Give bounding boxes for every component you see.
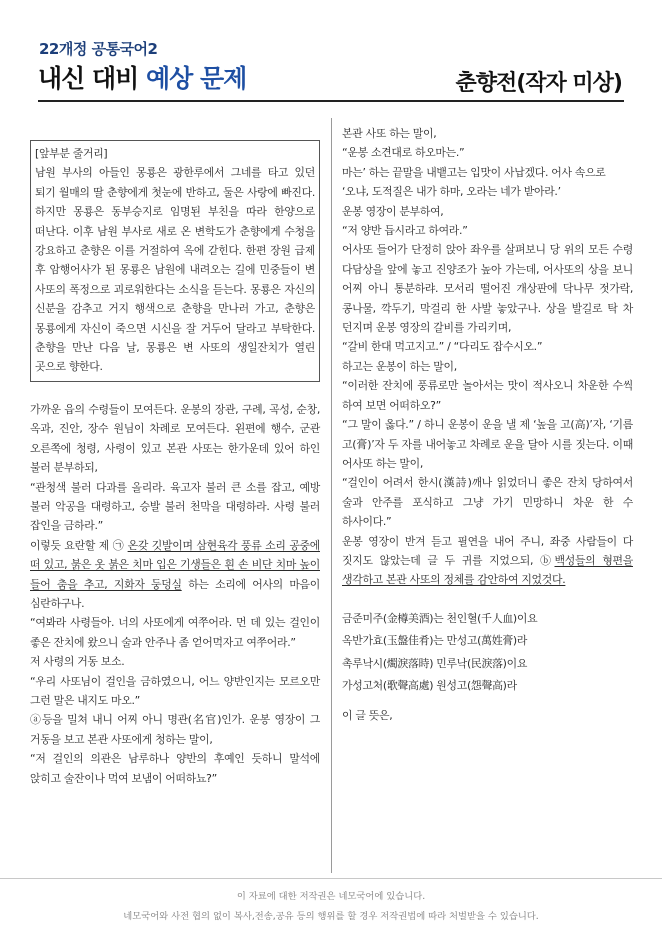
underlined-passage-a: 온갖 깃발이며 삼현육각 풍류 소리 공중에 떠 있고, 붉은 옷 붉은 치마 입은 기생들은 흰 손 비단 치마 높이 들어 춤을 추고, 지화자 둥덩실 — [30, 538, 320, 591]
summary-text: 남원 부사의 아들인 몽룡은 광한루에서 그네를 타고 있던 퇴기 월매의 딸 춘향에게 첫눈에 반하고, 둘은 사랑에 빠진다. 하지만 몽룡은 동부승지로 임명된 부친을 따라 한양으로 떠난다. 이후 남원 부사로 새로 온 변학도가 춘향에게 수청을 강요하고 춘향은 이를 거절하여 옥에 갇힌다. 한편 장원 급제 후 암행어사가 된 몽룡은 남원에 내려오는 길에 민중들이 변 사또의 폭정으로 괴로워한다는 소식을 듣는다. 몽룡은 자신의 신분을 감추고 거지 행색으로 춘향을 만나러 가고, 춘향은 몽룡에게 자신이 죽으면 시신을 잘 거두어 달라고 부탁한다. 춘향을 만난 다음 날, 몽룡은 변 사또의 생일잔치가 열린 곳으로 향한다. — [35, 166, 315, 374]
left-para-5: 저 사령의 거동 보소. — [30, 655, 125, 669]
left-para-3 — [30, 536, 320, 614]
page-title — [38, 59, 246, 95]
right-column — [342, 124, 633, 726]
left-column — [30, 140, 320, 788]
right-para-11: “그 말이 옳다.” / 하니 운봉이 운을 낼 제 ‘높을 고(高)’자, ‘기름 고(膏)’자 두 자를 내어놓고 차례로 운을 달아 시를 짓는다. 이때 어사또 하는 말이, — [342, 418, 633, 470]
poem-line: 가성고처(歌聲高處) 원성고(怨聲高)라 — [342, 678, 517, 692]
right-para-9: 하고는 운봉이 하는 말이, — [342, 359, 457, 373]
right-para-4: ‘오냐, 도적질은 내가 하마, 오라는 네가 받아라.’ — [342, 185, 561, 199]
right-para-1: 본관 사또 하는 말이, — [342, 127, 437, 140]
poem-line: 촉루낙시(燭淚落時) 민루낙(民淚落)이요 — [342, 656, 528, 670]
right-para-14: 이 글 뜻은, — [342, 709, 393, 723]
poem-line: 금준미주(金樽美酒)는 천인혈(千人血)이요 — [342, 611, 538, 625]
left-para-7: ⓐ등을 밀쳐 내니 어찌 아니 명관(名官)인가. 운봉 영장이 그 거동을 보고 본관 사또에게 청하는 말이, — [30, 713, 320, 746]
poem-line: 옥반가효(玉盤佳肴)는 만성고(萬姓膏)라 — [342, 634, 528, 648]
right-para-7: 어사또 들어가 단정히 앉아 좌우를 살펴보니 당 위의 모든 수령 다담상을 앞에 놓고 진양조가 높아 가는데, 어사또의 상을 보니 어찌 아니 통분하랴. 모서리 떨어진 개상판에 닥나무 젓가락, 콩나물, 깍두기, 막걸리 한 사발 놓았구나. 상을 발길로 탁 차 던지며 운봉 영장의 갈비를 가리키며, — [342, 243, 633, 335]
left-para-2: “관청색 불러 다과를 올리라. 육고자 불러 큰 소를 잡고, 예방 불러 악공을 대령하고, 승발 불러 천막을 대령하라. 사령 불러 잡인을 금하라.” — [30, 480, 320, 533]
footer-divider — [0, 878, 662, 879]
left-para-1: 가까운 읍의 수령들이 모여든다. 운봉의 장관, 구례, 곡성, 순창, 옥과, 진안, 장수 원님이 차례로 모여든다. 왼편에 행수, 군관 오른쪽에 청령, 사령이 있고 본관 사또는 한가운데 있어 하인 불러 분부하되, — [30, 402, 320, 475]
left-para-6: “우리 사또님이 걸인을 금하였으니, 어느 양반인지는 모르오만 그런 말은 내지도 마오.” — [30, 674, 320, 707]
series-label: 22개정 공통국어2 — [39, 40, 158, 58]
header-divider — [38, 100, 624, 102]
left-para-4: “여봐라 사령들아. 너의 사또에게 여쭈어라. 먼 데 있는 걸인이 좋은 잔치에 왔으니 술과 안주나 좀 얻어먹자고 여쭈어라.” — [30, 616, 320, 649]
right-para-6: “저 양반 듭시라고 하여라.” — [342, 224, 468, 238]
summary-label: [앞부분 줄거리] — [35, 147, 108, 160]
copyright-notice: 이 자료에 대한 저작권은 네모국어에 있습니다. — [236, 891, 426, 902]
right-para-13-pre: 운봉 영장이 반겨 듣고 필연을 내어 주니, 좌중 사람들이 다 짓지도 않았는데 글 두 귀를 지었으되, ⓑ — [342, 534, 633, 567]
left-para-8: “저 걸인의 의관은 남루하나 양반의 후예인 듯하니 말석에 앉히고 술잔이나 먹여 보냄이 어떠하뇨?” — [30, 752, 320, 785]
right-para-5: 운봉 영장이 분부하여, — [342, 204, 444, 218]
right-para-3: 마는’ 하는 끝말을 내뱉고는 입맛이 사납겠다. 어사 속으로 — [342, 165, 606, 179]
title-accent: 예상 문제 — [146, 64, 247, 93]
right-para-12: “걸인이 어려서 한시(漢詩)깨나 읽었더니 좋은 잔치 당하여서 술과 안주를 포식하고 그냥 가기 민망하니 차운 한 수 하사이다.” — [342, 476, 633, 529]
right-para-8: “갈비 한대 먹고지고.” / “다리도 잡수시오.” — [342, 340, 543, 354]
poem-gap — [342, 590, 633, 609]
copyright-warning: 네모국어와 사전 협의 없이 복사,전송,공유 등의 행위를 할 경우 저작권법에 따라 처벌받을 수 있습니다. — [123, 911, 539, 922]
title-plain: 내신 대비 — [38, 64, 147, 93]
right-para-10: “이러한 잔치에 풍류로만 놀아서는 맛이 적사오니 차운한 수씩 하여 보면 어떠하오?” — [342, 379, 633, 412]
right-para-13 — [342, 532, 633, 590]
work-title: 춘향전(작자 미상) — [455, 71, 622, 96]
poem-after-gap — [342, 698, 633, 706]
left-para-3-post: 하는 소리에 어사의 마음이 심란하구나. — [30, 577, 320, 610]
summary-box — [30, 140, 320, 382]
underlined-passage-b: 백성들의 형편을 생각하고 본관 사또의 정체를 감안하여 지었것다. — [342, 553, 633, 587]
column-divider — [331, 118, 332, 873]
right-para-2: “운봉 소견대로 하오마는.” — [342, 146, 465, 160]
poem — [342, 609, 633, 696]
left-para-3-pre: 이렇듯 요란할 제 ㉠ — [30, 538, 128, 552]
